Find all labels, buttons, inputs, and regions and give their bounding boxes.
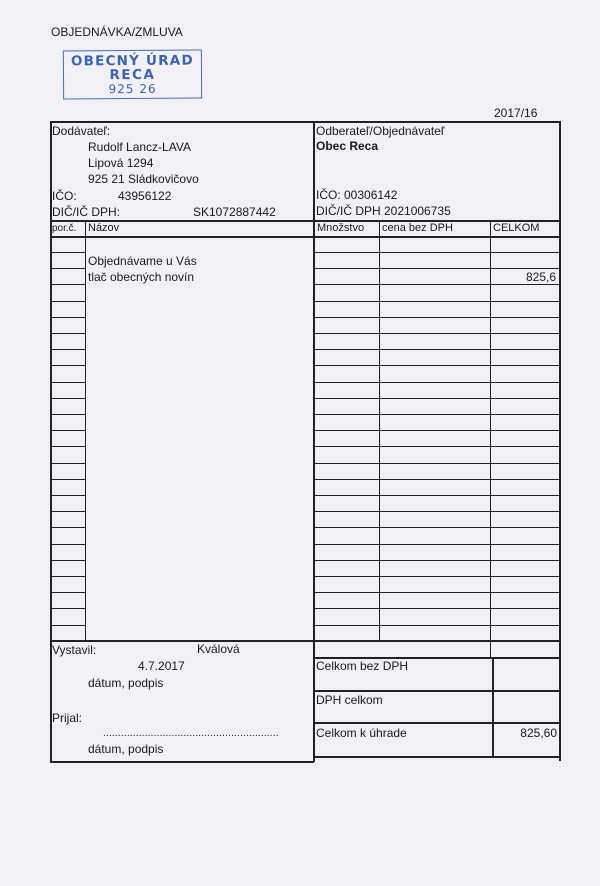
issued-by: Kválová — [197, 642, 240, 656]
customer-name: Obec Reca — [316, 139, 379, 153]
document-title: OBJEDNÁVKA/ZMLUVA — [51, 25, 183, 39]
row-rule — [313, 608, 559, 609]
row-rule — [313, 365, 559, 366]
row-rule — [50, 317, 85, 318]
row-rule — [313, 560, 559, 561]
col-header-number: por.č. — [52, 223, 77, 234]
supplier-dic-label: DIČ/IČ DPH: — [52, 205, 121, 219]
col-header-name: Názov — [88, 222, 120, 234]
row-rule — [313, 625, 559, 626]
customer-heading: Odberateľ/Objednávateľ — [316, 124, 445, 138]
row-rule — [50, 576, 85, 577]
row-rule — [50, 495, 85, 496]
supplier-name: Rudolf Lancz-LAVA — [88, 140, 191, 154]
row-rule — [50, 446, 85, 447]
issued-label: Vystavil: — [52, 643, 97, 657]
row-rule — [50, 511, 85, 512]
row-rule — [313, 317, 559, 318]
row-rule — [50, 398, 85, 399]
row-rule — [313, 430, 559, 431]
row-rule — [50, 252, 85, 253]
row-rule — [50, 268, 85, 269]
supplier-heading: Dodávateľ: — [52, 124, 111, 138]
col-header-quantity: Množstvo — [317, 222, 365, 234]
row-rule — [313, 284, 559, 285]
signature-dots: ........................................................... — [103, 728, 279, 739]
row-rule — [313, 592, 559, 593]
sign-label-1: dátum, podpis — [88, 676, 164, 690]
row-rule — [313, 495, 559, 496]
order-number: 2017/16 — [494, 106, 538, 120]
item-total-value: 825,6 — [525, 270, 556, 284]
row-rule — [313, 349, 559, 350]
row-rule — [50, 625, 85, 626]
row-rule — [313, 398, 559, 399]
row-rule — [313, 544, 559, 545]
row-rule — [50, 301, 85, 302]
row-rule — [313, 301, 559, 302]
supplier-ico-label: IČO: — [52, 189, 77, 203]
row-rule — [313, 268, 559, 269]
row-rule — [313, 446, 559, 447]
supplier-dic: SK1072887442 — [193, 205, 276, 219]
row-rule — [313, 414, 559, 415]
row-rule — [50, 479, 85, 480]
item-description-line-2: tlač obecných novín — [88, 270, 195, 284]
office-stamp — [63, 50, 202, 100]
supplier-ico: 43956122 — [118, 189, 172, 203]
row-rule — [50, 608, 85, 609]
row-rule — [50, 365, 85, 366]
row-rule — [313, 479, 559, 480]
supplier-city: 925 21 Sládkovičovo — [88, 172, 199, 186]
row-rule — [50, 349, 85, 350]
row-rule — [50, 414, 85, 415]
row-rule — [50, 592, 85, 593]
customer-ico: IČO: 00306142 — [316, 188, 398, 202]
row-rule — [50, 527, 85, 528]
issued-date: 4.7.2017 — [138, 659, 185, 673]
received-label: Prijal: — [52, 711, 83, 725]
row-rule — [313, 382, 559, 383]
row-rule — [313, 576, 559, 577]
row-rule — [50, 463, 85, 464]
grand-total-value: 825,60 — [520, 726, 557, 740]
supplier-street: Lipová 1294 — [88, 156, 154, 170]
row-rule — [313, 511, 559, 512]
row-rule — [50, 382, 85, 383]
row-rule — [50, 284, 85, 285]
row-rule — [313, 463, 559, 464]
row-rule — [50, 560, 85, 561]
row-rule — [313, 527, 559, 528]
row-rule — [50, 430, 85, 431]
vat-label: DPH celkom — [316, 693, 383, 707]
sign-label-2: dátum, podpis — [88, 742, 164, 756]
row-rule — [50, 544, 85, 545]
stamp-line-1: OBECNÝ ÚRAD — [70, 52, 194, 70]
stamp-line-2: RECA — [109, 66, 156, 84]
customer-dic: DIČ/IČ DPH 2021006735 — [316, 204, 451, 218]
row-rule — [313, 252, 559, 253]
subtotal-label: Celkom bez DPH — [316, 659, 409, 673]
col-header-total: CELKOM — [493, 222, 540, 234]
stamp-line-3: 925 26 — [108, 81, 157, 97]
row-rule — [50, 333, 85, 334]
row-rule — [313, 333, 559, 334]
col-header-price: cena bez DPH — [382, 222, 453, 234]
grand-total-label: Celkom k úhrade — [316, 726, 407, 740]
item-description-line-1: Objednávame u Vás — [88, 254, 197, 268]
